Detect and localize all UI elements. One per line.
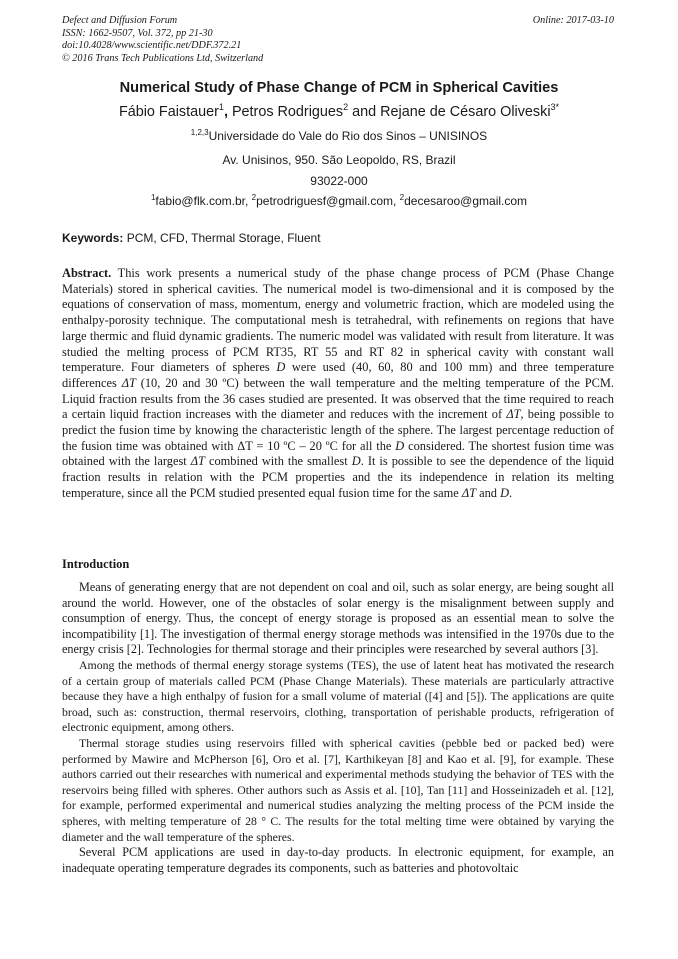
keywords-line — [62, 231, 321, 245]
journal-name: Defect and Diffusion Forum — [62, 15, 178, 26]
postal-code: 93022-000 — [310, 174, 368, 188]
abstract — [62, 266, 614, 502]
email-sup: 1 — [150, 193, 156, 202]
section-heading: Introduction — [62, 557, 130, 571]
address: Av. Unisinos, 950. São Leopoldo, RS, Brazil — [222, 153, 456, 167]
journal-copyright: © 2016 Trans Tech Publications Ltd, Switzerland — [62, 52, 264, 64]
author-list — [0, 102, 678, 120]
email-separator: , — [244, 194, 252, 208]
paragraph: Several PCM applications are used in day-to-day products. In electronic equipment, for example, an inadequate operating temperature degrades its components, such as batteries and photovoltaic — [62, 845, 614, 875]
author-name: Rejane de Césaro Oliveski — [380, 103, 551, 120]
journal-info — [62, 15, 263, 65]
abstract-label: Abstract. — [62, 266, 112, 280]
author-separator: and — [348, 103, 381, 120]
affiliation-text: Universidade do Vale do Rio dos Sinos – UNISINOS — [208, 129, 488, 143]
author-sup: 3* — [550, 102, 560, 112]
paragraph: Thermal storage studies using reservoirs filled with spherical cavities (pebble bed or packed bed) were performed by Mawire and McPherson [6], Oro et al. [7], Karthikeyan [8] and Kao et al. [9], for example. These authors carried out their researches with numerical and experimental methods studying the behavior of TES with the reservoirs being filled with spheres. Other authors such as Assis et al. [10], Tan [11] and Hosseinizadeh et al. [12], for example, performed experimental and numerical studies analyzing the melting process of the PCM inside the spheres, with melting temperature of 28 ° C. The results for the total melting time were obtained by varying the diameter and the wall temperature of the spheres. — [62, 735, 614, 844]
email-list — [0, 193, 678, 208]
abstract-text: This work presents a numerical study of the phase change process of PCM (Phase Change Materials) stored in spherical cavities. The numerical model is two-dimensional and it is composed by the equations of conservation of mass, momentum, energy and volumetric fraction, which are modeled using the enthalpy-porosity technique. The computational mesh is tetrahedral, with refinements on regions that have large thermic and fluid dynamic gradients. The numeric model was validated with result from literature. It was studied the melting process of PCM RT35, RT 55 and RT 82 in spherical cavity with constant wall temperature. Four diameters of spheres D were used (40, 60, 80 and 100 mm) and three temperature differences ΔT (10, 20 and 30 ºC) between the wall temperature and the melting temperature of the PCM. Liquid fraction results from the 36 cases studied are presented. It was observed that the time required to reach a certain liquid fraction increases with the diameter and reduces with the increment of ΔT, being possible to predict the fusion time by knowing the characteristic length of the sphere. The largest percentage reduction of the fusion time was obtained with ΔT = 10 ºC – 20 ºC for all the D considered. The shortest fusion time was obtained with the largest ΔT combined with the smallest D. It is possible to see the dependence of the liquid fraction results in relation with the PCM properties and the its independence in relation its melting temperature, since all the PCM studied presented equal fusion time for the same ΔT and D. — [62, 266, 615, 500]
journal-doi: doi:10.4028/www.scientific.net/DDF.372.21 — [62, 40, 242, 51]
author-name: Fábio Faistauer — [118, 103, 219, 120]
author-name: Petros Rodrigues — [231, 103, 344, 120]
paper-title: Numerical Study of Phase Change of PCM in Spherical Cavities — [119, 80, 559, 96]
journal-issn: ISSN: 1662-9507, Vol. 372, pp 21-30 — [62, 27, 213, 39]
online-date: Online: 2017-03-10 — [532, 15, 614, 26]
paragraph: Among the methods of thermal energy storage systems (TES), the use of latent heat has motivated the research of a certain group of materials called PCM (Phase Change Materials). These materials are particularly attractive because they have a high enthalpy of fusion for a small volume of material ([4] and [5]). The applications are quite broad, such as: construction, thermal reservoirs, clothing, transportation of perishable products, refrigeration of electronic equipment, among others. — [62, 657, 614, 735]
email-link[interactable]: petrodriguesf@gmail.com — [256, 194, 393, 208]
affiliation — [0, 128, 678, 143]
affiliation-sup: 1,2,3 — [190, 128, 209, 137]
introduction-body — [62, 580, 614, 876]
email-link[interactable]: decesaroo@gmail.com — [404, 194, 528, 208]
keywords-label: Keywords: — [62, 231, 124, 245]
paragraph: Means of generating energy that are not dependent on coal and oil, such as solar energy, are being sought all around the world. However, one of the obstacles of solar energy is the misalignment between supply and consumption of energy. Thus, the concept of energy storage is proposed as an essential mean to solve the incompatibility [1]. The investigation of thermal energy storage methods was intensified in the 1970s due to the energy crisis [2]. Technologies for thermal storage and their principles were researched by several authors [3]. — [62, 580, 614, 657]
email-sup: 2 — [399, 193, 405, 202]
author-separator: , — [223, 103, 232, 120]
email-sup: 2 — [251, 193, 257, 202]
keywords-text: PCM, CFD, Thermal Storage, Fluent — [126, 231, 321, 245]
email-link[interactable]: fabio@flk.com.br — [155, 194, 245, 208]
author-sup: 2 — [343, 102, 349, 112]
author-sup: 1 — [218, 102, 224, 112]
email-separator: , — [393, 194, 400, 208]
